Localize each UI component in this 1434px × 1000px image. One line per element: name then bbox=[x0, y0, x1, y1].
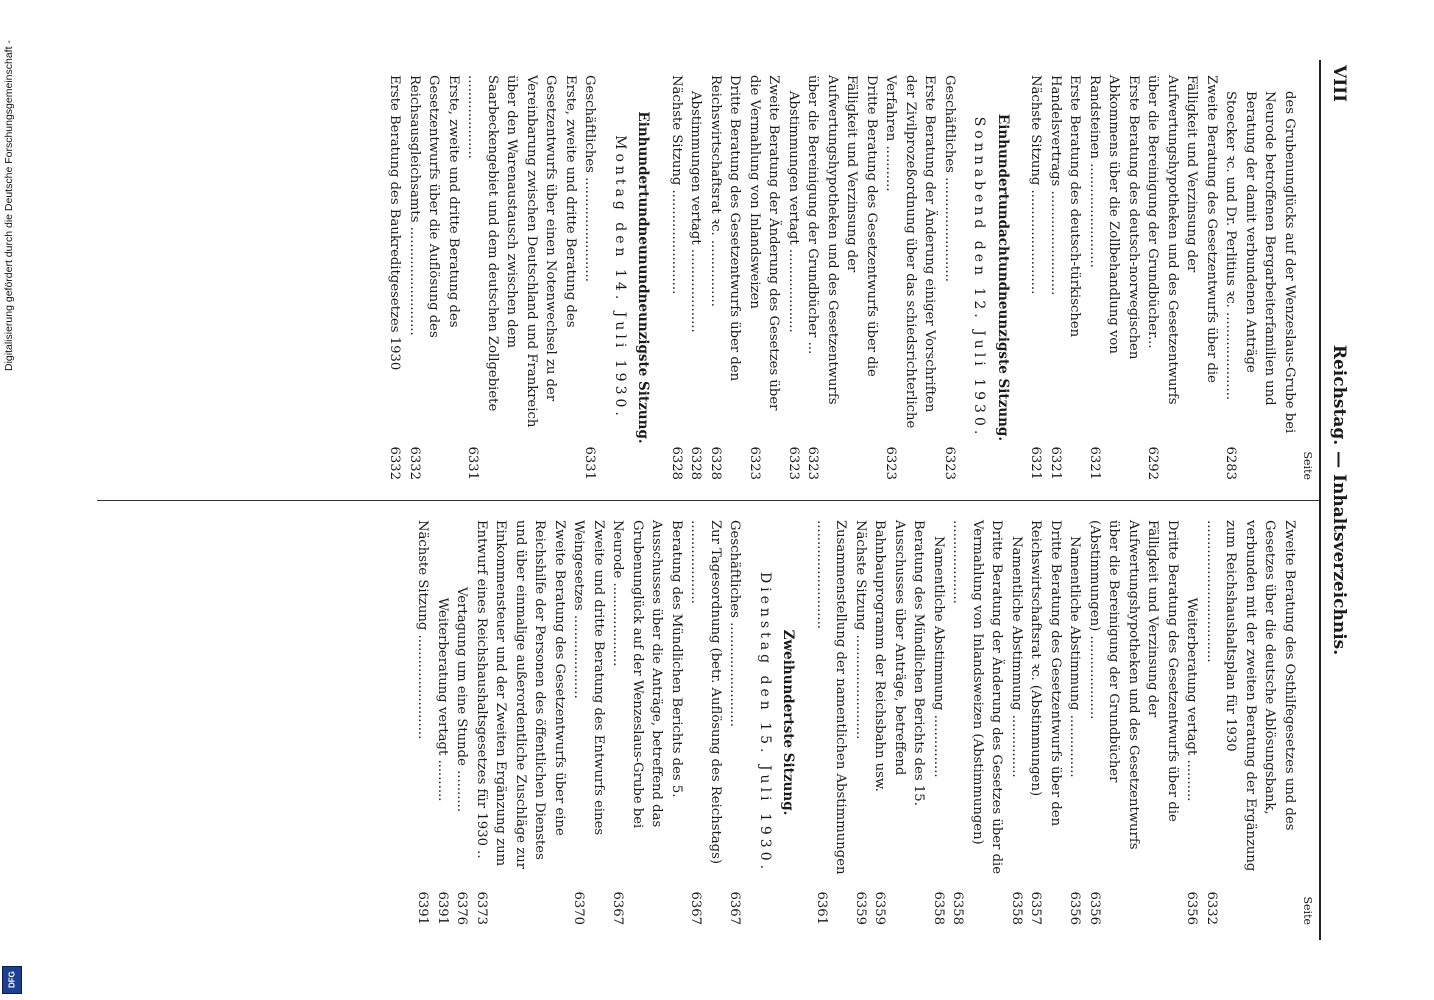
toc-entry-text: Zweite Beratung des Gesetzentwurfs über eine Reichshilfe der Personen des öffentlichen Dienstes und über einmalige außerordentliche Zuschläge zur Einkommensteuer und der Zweiten Ergänzung zum Entwurf eines Reichshaushaltsgesetzes für 1930 .. bbox=[474, 520, 567, 870]
toc-entry-page: 6292 bbox=[1145, 446, 1161, 480]
toc-entry bbox=[1085, 520, 1183, 925]
toc-entry-page: 6373 bbox=[474, 891, 489, 925]
toc-entry-page: 6358 bbox=[931, 891, 946, 925]
toc-entry bbox=[1065, 520, 1085, 925]
toc-entry-page: 6332 bbox=[387, 446, 403, 480]
toc-entry-page: 6359 bbox=[872, 891, 888, 925]
toc-entry bbox=[940, 75, 960, 480]
toc-entry-page: 6321 bbox=[1048, 446, 1063, 480]
toc-entry-page: 6323 bbox=[883, 446, 899, 480]
toc-entry-page: 6328 bbox=[708, 446, 723, 480]
toc-entry bbox=[929, 520, 949, 925]
dfg-logo: DFG bbox=[2, 966, 22, 994]
toc-entry-page: 6332 bbox=[407, 446, 422, 480]
toc-entry-text: Erste Beratung des deutsch-türkischen Handelsvertrags ......................... bbox=[1048, 75, 1083, 338]
toc-entry-text: Erste, zweite und dritte Beratung des Gesetzentwurfs über einen Notenwechsel zu der Vereinbarung zwischen Deutschland und Frankreich über den Warenaustausch zwischen dem Saarbeckengebiet und dem deutschen Zollgebiete .................... bbox=[465, 75, 578, 428]
toc-entry bbox=[608, 520, 686, 925]
toc-entry bbox=[463, 75, 580, 480]
toc-entry-text: Abstimmungen vertagt .................... bbox=[786, 91, 801, 333]
toc-entry bbox=[1202, 520, 1300, 925]
toc-entry bbox=[580, 75, 600, 480]
toc-entry bbox=[385, 75, 405, 480]
document-page bbox=[67, 50, 1367, 950]
session-heading: Zweihundertste Sitzung. bbox=[780, 629, 797, 816]
toc-entry-page: 6323 bbox=[747, 446, 762, 480]
toc-entry-text: Zur Tagesordnung (betr. Auflösung des Reichstags) .................... bbox=[688, 520, 723, 864]
toc-entry-text: Dritte Beratung des Gesetzentwurfs über die Fälligkeit und Verzinsung der Aufwertungshypotheken und des Gesetzentwurfs über die Bereinigung der Grundbücher (Abstimmungen) .................... bbox=[1087, 520, 1180, 850]
toc-entry bbox=[452, 520, 472, 925]
toc-entry-text: Nächste Sitzung ......................... bbox=[1028, 75, 1044, 295]
toc-entry-text: Zweite Beratung der Änderung des Gesetzes über die Vermahlung von Inlandsweizen bbox=[747, 75, 782, 411]
toc-entry-page: 6367 bbox=[727, 891, 743, 925]
toc-entry-page: 6331 bbox=[582, 446, 598, 480]
toc-entry-page: 6321 bbox=[1087, 446, 1102, 480]
toc-entry-text: Namentliche Abstimmung ............... bbox=[1009, 536, 1024, 778]
toc-entry bbox=[667, 75, 687, 480]
toc-entry-page: 6323 bbox=[805, 446, 821, 480]
toc-entry bbox=[706, 75, 745, 480]
toc-entry-text: Zweite Beratung des Gesetzentwurfs über die Fälligkeit und Verzinsung der Aufwertungshypotheken und des Gesetzentwurfs über die Bereinigung der Grundbücher... bbox=[1145, 75, 1219, 405]
toc-entry bbox=[870, 520, 929, 925]
toc-entry bbox=[433, 520, 453, 925]
toc-entry-page: 6356 bbox=[1087, 891, 1102, 925]
toc-entry-page: 6367 bbox=[610, 891, 626, 925]
toc-entry bbox=[1143, 75, 1221, 480]
toc-entry-text: Erste, zweite und dritte Beratung des Gesetzentwurfs über die Auflösung des Reichsausgleichsamts .......................... bbox=[407, 75, 461, 338]
toc-entry-text: Weiterberatung vertagt .......... bbox=[435, 597, 450, 802]
toc-entry-text: Zweite Beratung des Osthilfegesetzes und des Gesetzes über die deutsche Ablösungsbank, verbunden mit der zweiten Beratung der Ergänzung zum Reichshaushaltsplan für 1930 .................................. bbox=[1204, 520, 1297, 872]
toc-entry-page: 6391 bbox=[415, 891, 431, 925]
toc-entry-page: 6331 bbox=[465, 446, 481, 480]
left-column bbox=[385, 75, 1317, 480]
toc-entry-text: Beratung des Mündlichen Berichts des 15. Ausschusses über Anträge, betreffend Bahnbauprogramm der Reichsbahn usw. bbox=[872, 520, 927, 806]
toc-entry-text: Namentliche Abstimmung ............... bbox=[1067, 536, 1083, 778]
toc-entry bbox=[569, 520, 608, 925]
toc-entry-page: 6391 bbox=[435, 891, 450, 925]
header-rule bbox=[1319, 60, 1321, 940]
toc-entry-page: 6328 bbox=[688, 446, 704, 480]
toc-entry-text: Vertagung um eine Stunde .......... bbox=[454, 586, 470, 813]
toc-entry bbox=[1085, 75, 1144, 480]
toc-entry bbox=[725, 520, 745, 925]
session-heading: Einhundertundachtundneunzigste Sitzung. bbox=[995, 113, 1011, 442]
toc-entry-text: Erste Beratung der Änderung einiger Vorschriften der Zivilprozeßordnung über das schiedsrichterliche Verfahren ........... bbox=[883, 75, 938, 429]
toc-entry-page: 6370 bbox=[571, 891, 587, 925]
toc-entry bbox=[686, 75, 706, 480]
toc-entry-page: 6358 bbox=[950, 891, 966, 925]
toc-entry-text: Erste Beratung des Baukreditgesetzes 1930 bbox=[387, 75, 403, 371]
seite-label: Seite bbox=[1301, 451, 1314, 480]
toc-entry-page: 6321 bbox=[1028, 446, 1044, 480]
toc-entry-text: Namentliche Abstimmung ............... bbox=[931, 536, 946, 778]
toc-entry-text: Dritte Beratung des Gesetzentwurfs über den Reichswirtschaftsrat ꝛc. (Abstimmungen) bbox=[1028, 520, 1063, 827]
column-divider bbox=[97, 500, 1319, 501]
toc-entry bbox=[1182, 520, 1202, 925]
toc-entry bbox=[686, 520, 725, 925]
toc-entry-page: 6328 bbox=[669, 446, 684, 480]
toc-entry-text: Dritte Beratung des Gesetzentwurfs über den Reichswirtschaftsrat ꝛc. ................ bbox=[708, 75, 743, 382]
toc-entry-text: Dritte Beratung der Änderung des Gesetzes über die Vermahlung von Inlandsweizen (Abstimmungen) .................... bbox=[950, 520, 1005, 875]
toc-entry bbox=[1046, 75, 1085, 480]
right-column bbox=[413, 520, 1317, 925]
toc-entry-page: 6332 bbox=[1204, 891, 1219, 925]
toc-entry bbox=[1007, 520, 1027, 925]
toc-entry-page: 6359 bbox=[853, 891, 868, 925]
toc-entry-page: 6323 bbox=[942, 446, 957, 480]
toc-entry bbox=[745, 75, 784, 480]
toc-entry bbox=[784, 75, 804, 480]
toc-entry bbox=[881, 75, 940, 480]
toc-entry-text: Nächste Sitzung ......................... bbox=[853, 520, 868, 740]
toc-entry-text: Erste Beratung des deutsch-norwegischen Abkommens über die Zollbehandlung von Randsteinen ......................... bbox=[1087, 75, 1141, 360]
toc-entry bbox=[413, 520, 433, 925]
toc-entry-page: 6323 bbox=[786, 446, 801, 480]
toc-entry-page: 6357 bbox=[1028, 891, 1044, 925]
toc-entry bbox=[405, 75, 464, 480]
toc-entry-text: Geschäftliches ......................... bbox=[727, 520, 743, 727]
toc-entry-page: 6356 bbox=[1067, 891, 1083, 925]
digitization-credit: Digitalisierung gefördert durch die Deutsche Forschungsgemeinschaft - bbox=[3, 40, 15, 371]
toc-entry bbox=[1221, 75, 1299, 480]
session-date: Montag den 14. Juli 1930. bbox=[612, 135, 628, 420]
toc-entry bbox=[1026, 520, 1065, 925]
toc-entry-text: des Grubenunglücks auf der Wenzeslaus-Grube bei Neurode betroffenen Bergarbeiterfamilien und Beratung der damit verbundenen Anträge Stoecker ꝛc. und Dr. Perlitius ꝛc. ..................... bbox=[1223, 91, 1297, 434]
toc-entry-text: Nächste Sitzung ......................... bbox=[669, 75, 684, 295]
toc-entry-text: Dritte Beratung des Gesetzentwurfs über die Fälligkeit und Verzinsung der Aufwertungshypotheken und des Gesetzentwurfs über die Bereinigung der Grundbücher ... bbox=[805, 75, 879, 405]
session-date: Sonnabend den 12. Juli 1930. bbox=[971, 116, 988, 439]
toc-entry-page: 6361 bbox=[814, 891, 829, 925]
toc-entry-text: Geschäftliches ......................... bbox=[582, 75, 598, 282]
toc-entry bbox=[1026, 75, 1046, 480]
toc-entry-text: Weiterberatung vertagt .......... bbox=[1184, 597, 1200, 802]
session-heading: Einhundertundneunundneunzigste Sitzung. bbox=[635, 111, 652, 444]
toc-entry bbox=[812, 520, 851, 925]
toc-entry-text: Beratung des Mündlichen Berichts des 5. Ausschusses über die Anträge, betreffend das Grubenunglück auf der Wenzeslaus-Grube bei Neurode .................... bbox=[610, 520, 684, 829]
session-date: Dienstag den 15. Juli 1930. bbox=[757, 571, 773, 874]
page-title: Reichstag. — Inhaltsverzeichnis. bbox=[1329, 344, 1349, 656]
toc-entry bbox=[803, 75, 881, 480]
toc-entry bbox=[948, 520, 1007, 925]
toc-entry-page: 6356 bbox=[1184, 891, 1200, 925]
toc-entry bbox=[472, 520, 570, 925]
seite-label: Seite bbox=[1301, 896, 1314, 925]
toc-entry-text: Zusammenstellung der namentlichen Abstimmungen .......................... bbox=[814, 520, 849, 875]
toc-entry-page: 6283 bbox=[1223, 446, 1239, 480]
toc-entry-page: 6376 bbox=[454, 891, 470, 925]
toc-entry-page: 6367 bbox=[688, 891, 704, 925]
toc-entry-text: Abstimmungen vertagt .................... bbox=[688, 91, 704, 333]
toc-entry-text: Geschäftliches ......................... bbox=[942, 75, 957, 282]
toc-entry-text: Zweite und dritte Beratung des Entwurfs eines Weingesetzes .................... bbox=[571, 520, 606, 836]
toc-entry-text: Nächste Sitzung ......................... bbox=[415, 520, 431, 740]
page-header bbox=[1321, 50, 1349, 950]
toc-entry-page: 6358 bbox=[1009, 891, 1024, 925]
page-number: VIII bbox=[1329, 65, 1349, 103]
toc-entry bbox=[851, 520, 871, 925]
